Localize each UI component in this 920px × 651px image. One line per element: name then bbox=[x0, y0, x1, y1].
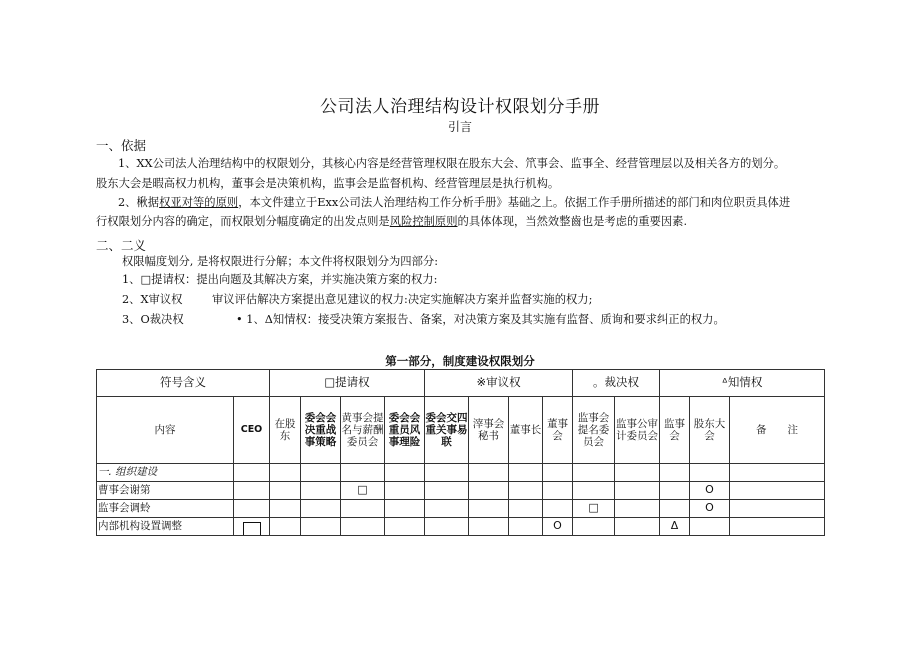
col-c10: 监事会提名委员会 bbox=[573, 397, 615, 464]
cell-ceo bbox=[234, 500, 270, 518]
cell-c12 bbox=[660, 500, 690, 518]
col-c2: 在股东 bbox=[270, 397, 301, 464]
table-row bbox=[97, 464, 825, 482]
cell-c13 bbox=[690, 518, 730, 536]
p2-line2-rest: 的具体体现，当然效整齒也是考虑的重要因素. bbox=[457, 215, 688, 228]
cell-c11 bbox=[615, 464, 660, 482]
col-c4: 黄事会提名与薪酬委员会 bbox=[341, 397, 385, 464]
cell-c7 bbox=[469, 518, 509, 536]
section1-paragraph1-line2: 股东大会是暇高权力机构，董事会是决策机构，监事会是监督机构、经营管理层是执行机构。 bbox=[96, 177, 560, 190]
cell-c8 bbox=[509, 500, 543, 518]
authority-table bbox=[96, 369, 825, 536]
cell-c4 bbox=[341, 518, 385, 536]
cell-c3 bbox=[301, 482, 341, 500]
definition-inform-text: • 1、Δ知情权：接受决策方案报告、备案，对决策方案及其实施有监督、质询和要求纠正的权力。 bbox=[236, 313, 725, 326]
cell-c11 bbox=[615, 518, 660, 536]
cell-c2 bbox=[270, 464, 301, 482]
p2-prefix: 2、楸据 bbox=[118, 196, 160, 209]
cell-c5 bbox=[385, 500, 425, 518]
cell-c4 bbox=[341, 482, 385, 500]
principle-link-2: 风险控制原则 bbox=[389, 215, 458, 228]
cell-c9 bbox=[543, 500, 573, 518]
symbol-review: ※审议权 bbox=[425, 370, 573, 397]
cell-c11 bbox=[615, 500, 660, 518]
document-subtitle: 引言 bbox=[447, 120, 472, 134]
cell-c12 bbox=[660, 518, 690, 536]
cell-c8 bbox=[509, 518, 543, 536]
table-title: 第一部分，制度建设权限划分 bbox=[385, 354, 535, 368]
p2-rest: ，本文件建立于Exx公司法人治理结构工作分析手册》基础之上。依据工作手册所描述的部门和肉位职贡具体进 bbox=[238, 196, 791, 209]
col-c9: 董事会 bbox=[543, 397, 573, 464]
document-title: 公司法人治理结构设计权限划分手册 bbox=[320, 97, 600, 117]
col-c12: 监事会 bbox=[660, 397, 690, 464]
cell-c14 bbox=[730, 464, 825, 482]
cell-c9 bbox=[543, 518, 573, 536]
cell-c9 bbox=[543, 464, 573, 482]
section1-paragraph1-line1: 1、XX公司法人治理结构中的权限划分，其核心内容是经营管理权限在股东大会、笊事会、监事全、经营管理层以及相关各方的划分。 bbox=[118, 157, 786, 170]
symbol-decide: 。裁决权 bbox=[573, 370, 660, 397]
section1-heading: 一、依据 bbox=[96, 138, 147, 153]
cell-c4 bbox=[341, 500, 385, 518]
cell-c3 bbox=[301, 518, 341, 536]
cell-c7 bbox=[469, 500, 509, 518]
section1-paragraph2-line1 bbox=[118, 194, 790, 210]
col-content: 内容 bbox=[97, 397, 234, 464]
table-row bbox=[97, 482, 825, 500]
cell-c8 bbox=[509, 464, 543, 482]
cell-c3 bbox=[301, 464, 341, 482]
cell-c14 bbox=[730, 518, 825, 536]
cell-c12 bbox=[660, 482, 690, 500]
cell-c6 bbox=[425, 464, 469, 482]
row-label: 内部机构设置调整 bbox=[97, 518, 234, 536]
cell-c9 bbox=[543, 482, 573, 500]
row-label: 一. 组织建设 bbox=[97, 464, 234, 482]
authority-mark: O bbox=[705, 501, 714, 515]
cell-c2 bbox=[270, 482, 301, 500]
row-label: 曹事会谢第 bbox=[97, 482, 234, 500]
cell-c6 bbox=[425, 482, 469, 500]
cell-ceo bbox=[234, 518, 270, 536]
definition-review-text: 审议评估解决方案提出意见建议的权力:决定实施解决方案并监督实施的权力; bbox=[212, 293, 593, 306]
cell-c2 bbox=[270, 500, 301, 518]
cell-c5 bbox=[385, 482, 425, 500]
cell-c10 bbox=[573, 464, 615, 482]
cell-c8 bbox=[509, 482, 543, 500]
col-c7: 滓事会秘书 bbox=[469, 397, 509, 464]
col-ceo: CEO bbox=[234, 397, 270, 464]
p2-line2-prefix: 行权限划分内容的确定，而权限划分幅度确定的出发点则是 bbox=[96, 215, 390, 228]
cell-c12 bbox=[660, 464, 690, 482]
col-c11: 监事公审计委员会 bbox=[615, 397, 660, 464]
symbol-legend-label: 符号含义 bbox=[97, 370, 270, 397]
symbol-inform: ᐞ知情权 bbox=[660, 370, 825, 397]
col-c6: 委会交四重关事易联 bbox=[425, 397, 469, 464]
authority-mark: O bbox=[705, 483, 714, 497]
authority-mark: □ bbox=[357, 483, 368, 497]
cell-c14 bbox=[730, 482, 825, 500]
col-remarks: 备 注 bbox=[730, 397, 825, 464]
cell-c11 bbox=[615, 482, 660, 500]
section2-heading: 二、二义 bbox=[96, 238, 147, 253]
section2-intro: 权限幅度划分, 是将权限进行分解；本文件将权限划分为四部分: bbox=[122, 255, 439, 268]
table-row bbox=[97, 500, 825, 518]
cell-c13 bbox=[690, 500, 730, 518]
cell-c7 bbox=[469, 482, 509, 500]
symbol-legend-row bbox=[97, 370, 825, 397]
cell-c5 bbox=[385, 464, 425, 482]
propose-box-mark bbox=[243, 522, 261, 535]
cell-c3 bbox=[301, 500, 341, 518]
cell-c13 bbox=[690, 482, 730, 500]
authority-mark: □ bbox=[588, 501, 599, 515]
col-c5: 委会会重员风事理险 bbox=[385, 397, 425, 464]
column-header-row bbox=[97, 397, 825, 464]
cell-c4 bbox=[341, 464, 385, 482]
cell-c10 bbox=[573, 518, 615, 536]
cell-c6 bbox=[425, 500, 469, 518]
col-c8: 董事长 bbox=[509, 397, 543, 464]
principle-link-1: 权亚对等的原则 bbox=[159, 196, 239, 209]
section1-paragraph2-line2 bbox=[96, 213, 687, 229]
cell-c7 bbox=[469, 464, 509, 482]
definition-review-label: 2、X审议权 bbox=[122, 293, 183, 306]
cell-c10 bbox=[573, 500, 615, 518]
cell-ceo bbox=[234, 464, 270, 482]
col-c13: 股东大会 bbox=[690, 397, 730, 464]
authority-mark: O bbox=[553, 519, 562, 533]
table-row bbox=[97, 518, 825, 536]
col-c3: 委会会决重战事策略 bbox=[301, 397, 341, 464]
cell-ceo bbox=[234, 482, 270, 500]
cell-c2 bbox=[270, 518, 301, 536]
row-label: 监事会调蛉 bbox=[97, 500, 234, 518]
cell-c14 bbox=[730, 500, 825, 518]
cell-c5 bbox=[385, 518, 425, 536]
definition-decide-label: 3、O裁决权 bbox=[122, 313, 184, 326]
cell-c6 bbox=[425, 518, 469, 536]
cell-c13 bbox=[690, 464, 730, 482]
symbol-propose: □提请权 bbox=[270, 370, 425, 397]
cell-c10 bbox=[573, 482, 615, 500]
definition-propose: 1、□提请权：提出向题及其解决方案，并实施决策方案的权力: bbox=[122, 273, 438, 286]
authority-mark: Δ bbox=[670, 519, 679, 533]
